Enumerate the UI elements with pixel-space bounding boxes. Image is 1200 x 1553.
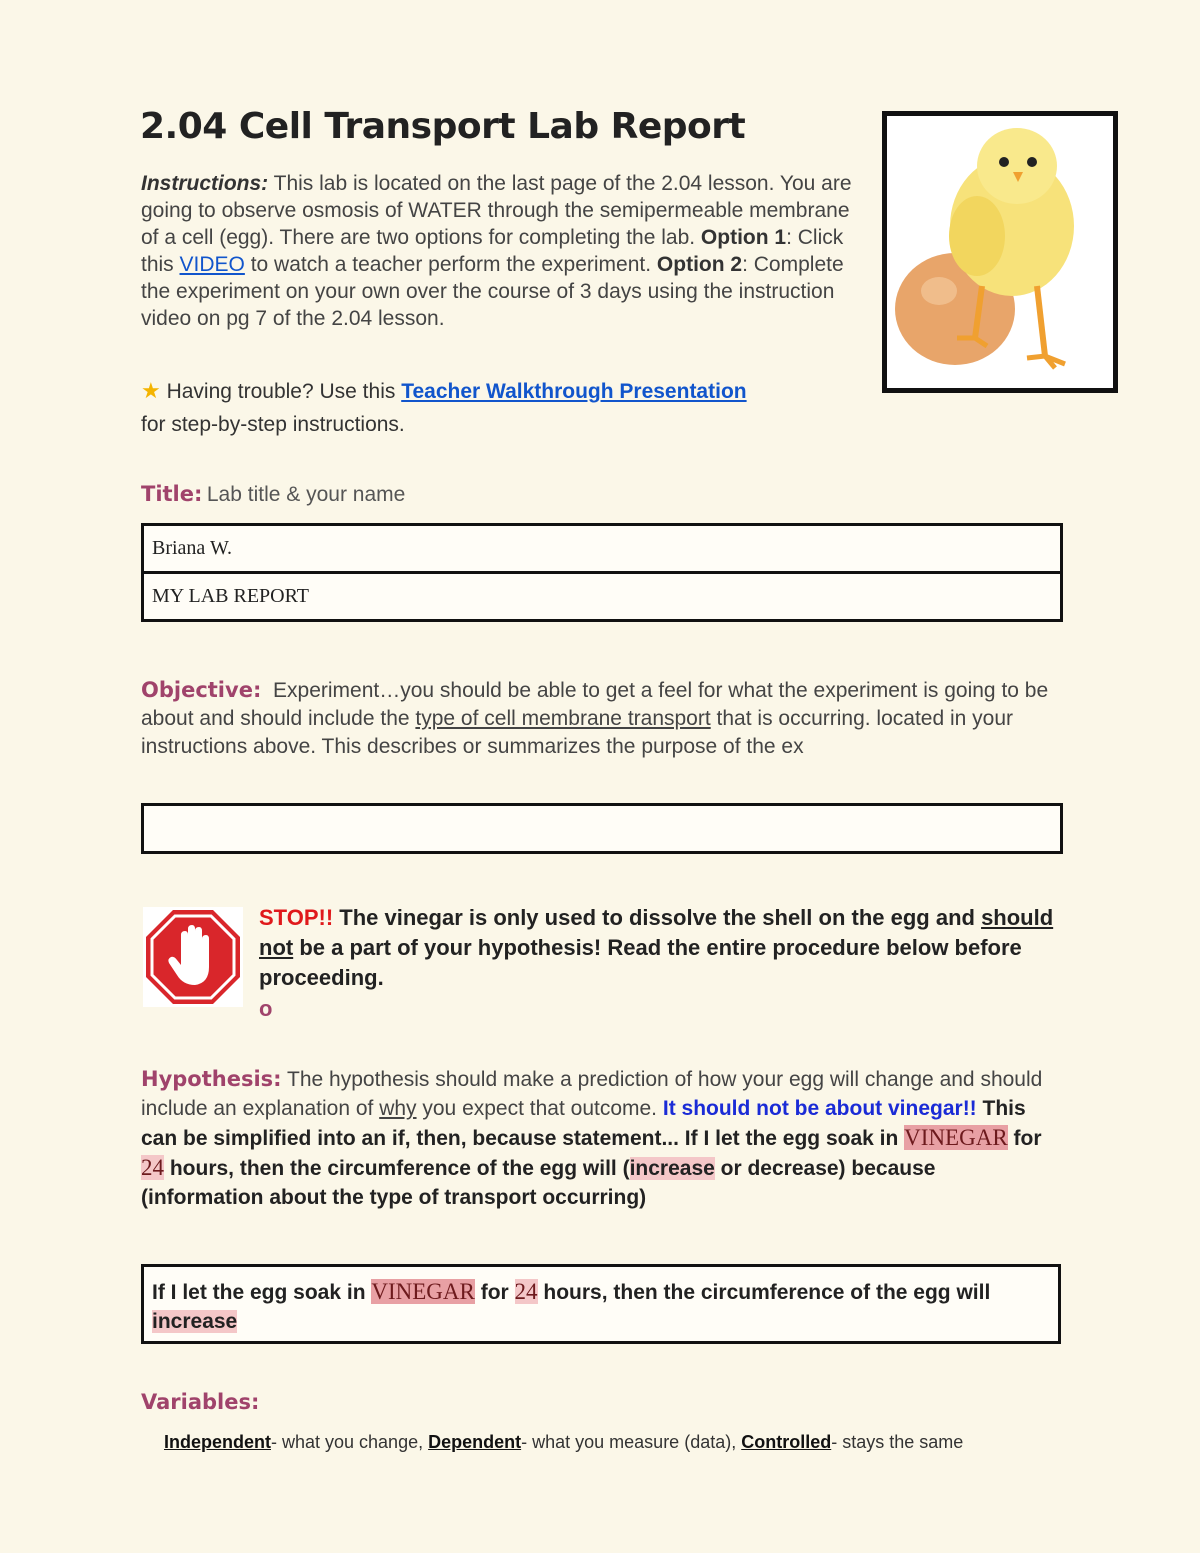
help-note [141, 374, 861, 441]
hypothesis-label: Hypothesis: [141, 1067, 282, 1091]
hypothesis-template: or decrease) because (information about the type of transport occurring) [141, 1157, 936, 1209]
chick-egg-photo [882, 111, 1118, 393]
vinegar-highlight: VINEGAR [904, 1125, 1008, 1150]
objective-text: Experiment…you should be able to get a feel for what the experiment is going to be about and should include the [141, 679, 1049, 730]
instructions-label: Instructions: [141, 172, 269, 195]
independent-term: Independent [164, 1432, 271, 1452]
hypothesis-text: you expect that outcome. [416, 1097, 663, 1120]
chick-on-egg-image [887, 116, 1113, 388]
stop-text: be a part of your hypothesis! Read the entire procedure below before proceeding. [259, 935, 1022, 990]
help-text: Having trouble? Use this [160, 380, 402, 403]
instructions-text: to watch a teacher perform the experiment. [244, 253, 657, 276]
answer-hours-highlight: 24 [514, 1279, 538, 1304]
objective-text: that is occurring. located in your instructions above. This describes or summarizes the purpose of the ex [141, 707, 1014, 758]
title-label: Title: [141, 482, 203, 506]
objective-answer-box [141, 803, 1063, 854]
hypothesis-why: why [379, 1097, 417, 1120]
variables-label: Variables: [141, 1390, 260, 1414]
variable-desc: - what you change, [271, 1432, 429, 1452]
lab-title-field[interactable]: MY LAB REPORT [144, 571, 1060, 619]
answer-text: If I let the egg soak in [152, 1281, 372, 1304]
star-icon: ★ [141, 378, 161, 403]
hypothesis-answer-box[interactable] [141, 1264, 1061, 1344]
stop-warning [259, 903, 1059, 993]
help-text: for step-by-step instructions. [141, 413, 405, 436]
answer-text: hours, then the circumference of the egg will [537, 1281, 991, 1304]
instructions-paragraph [141, 170, 861, 332]
instructions-text: This lab is located on the last page of the 2.04 lesson. You are going to observe osmosis of WATER through the semipermeable membrane of a cell (egg). There are two options for completing the lab. [141, 172, 852, 249]
video-link[interactable]: VIDEO [179, 253, 245, 276]
hours-highlight: 24 [141, 1155, 164, 1180]
answer-vinegar-highlight: VINEGAR [371, 1279, 475, 1304]
instructions-text: : Complete the experiment on your own over the course of 3 days using the instruction video on pg 7 of the 2.04 lesson. [141, 253, 844, 330]
stop-label: STOP!! [259, 905, 334, 930]
walkthrough-link[interactable]: Teacher Walkthrough Presentation [401, 380, 747, 403]
objective-underlined: type of cell membrane transport [415, 707, 711, 730]
hypothesis-text: The hypothesis should make a prediction of how your egg will change and should include an explanation of [141, 1068, 1043, 1120]
answer-text: for [474, 1281, 515, 1304]
controlled-term: Controlled [741, 1432, 832, 1452]
stop-text: The vinegar is only used to dissolve the shell on the egg and [333, 905, 982, 930]
title-section-header [141, 482, 405, 507]
title-hint: Lab title & your name [206, 483, 406, 506]
title-table [141, 523, 1063, 622]
answer-increase-highlight: increase [152, 1310, 238, 1333]
dependent-term: Dependent [428, 1432, 522, 1452]
hypothesis-warning: It should not be about vinegar!! [662, 1097, 977, 1120]
variable-desc: - stays the same [831, 1432, 964, 1452]
objective-label: Objective: [141, 678, 262, 702]
hypothesis-simplify: This can be simplified into an if, then, because statement... [141, 1097, 1026, 1150]
stop-emphasis: should not [259, 905, 1054, 960]
hypothesis-template: for [1007, 1127, 1042, 1150]
instructions-text: : Click this [141, 226, 844, 276]
option1-label: Option 1 [700, 226, 787, 249]
objective-answer-field[interactable] [144, 806, 1060, 851]
stop-trailing-mark: o [259, 996, 273, 1021]
hypothesis-template: If I let the egg soak in [678, 1127, 905, 1150]
option2-label: Option 2 [656, 253, 743, 276]
hypothesis-template: hours, then the circumference of the egg will ( [164, 1157, 630, 1180]
student-name-field[interactable]: Briana W. [152, 537, 232, 559]
variables-definitions [164, 1432, 963, 1453]
page-title: 2.04 Cell Transport Lab Report [140, 106, 746, 147]
variable-desc: - what you measure (data), [521, 1432, 742, 1452]
objective-paragraph [141, 676, 1061, 761]
hypothesis-paragraph [141, 1065, 1061, 1212]
stop-hand-icon [143, 907, 243, 1007]
increase-highlight: increase [629, 1157, 715, 1180]
